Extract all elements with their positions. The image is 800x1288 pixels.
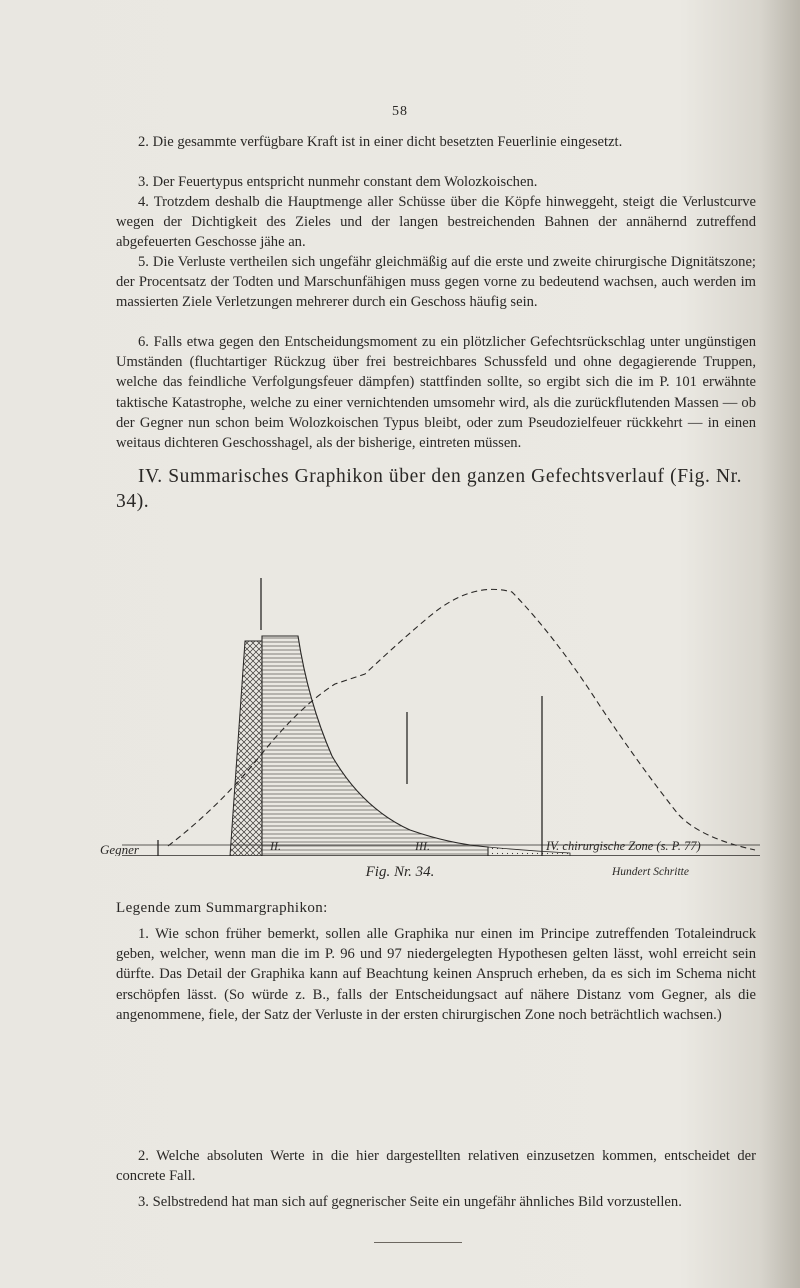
end-rule (374, 1242, 462, 1243)
legend-item-2: 2. Welche absoluten Werte in die hier dargestellten relativen einzusetzen kommen, entscheidet der concrete Fall. (116, 1148, 756, 1185)
x-unit: Hundert Schritte (612, 866, 689, 878)
figure-caption: Fig. Nr. 34. (365, 864, 435, 880)
zone-note: IV. chirurgische Zone (s. P. 77) (546, 839, 701, 853)
zone-label-ii: II. (270, 839, 281, 853)
legend-title: Legende zum Summargraphikon: (116, 900, 328, 916)
hatched-area (230, 641, 262, 856)
section-heading: IV. Summarisches Graphikon über den ganzen Gefechtsverlauf (Fig. Nr. 34). (116, 466, 743, 512)
page-number: 58 (392, 104, 408, 119)
paragraph-4: 4. Trotzdem deshalb die Hauptmenge aller Schüsse über die Köpfe hinweggeht, steigt die Verlustcurve wegen der Dichtigkeit des Zieles und der langen bestreichenden Bahnen der annähernd zutreffend abgefeuerten Geschosse jähe an. (116, 194, 756, 251)
figure-graphikon (100, 556, 790, 856)
gegner-label: Gegner (100, 842, 139, 856)
legend-item-1: 1. Wie schon früher bemerkt, sollen alle Graphika nur einen im Principe zutreffenden Totaleindruck geben, welcher, wenn man die im P. 96 und 97 niedergelegten Hypothesen gelten lässt, wohl erreicht sein dürfte. Das Detail der Graphika kann auf Beachtung keinen Anspruch erheben, da es sich im Schema nicht erschöpfen lässt. (So würde z. B., falls der Entscheidungsact auf nähere Distanz vom Gegner, als die angenommene, fiele, der Satz der Verluste in der ersten chirurgischen Zone noch beträchtlich wachsen.) (116, 926, 756, 1023)
paragraph-2: 2. Die gesammte verfügbare Kraft ist in einer dicht besetzten Feuerlinie eingesetzt. (138, 134, 623, 150)
zone-label-iii: III. (415, 839, 430, 853)
lined-area (262, 636, 488, 856)
legend-item-3: 3. Selbstredend hat man sich auf gegnerischer Seite ein ungefähr ähnliches Bild vorzustellen. (138, 1194, 682, 1210)
paragraph-3: 3. Der Feuertypus entspricht nunmehr constant dem Wolozkoischen. (138, 174, 538, 190)
paragraph-5: 5. Die Verluste vertheilen sich ungefähr gleichmäßig auf die erste und zweite chirurgische Dignitätszone; der Procentsatz der Todten und Marschunfähigen muss gegen vorne zu bedeutend wachsen, auch werden im massierten Ziele Verletzungen mehrerer durch ein Geschoss häufig sein. (116, 254, 756, 311)
paragraph-6: 6. Falls etwa gegen den Entscheidungsmoment zu ein plötzlicher Gefechtsrückschlag unter ungünstigen Umständen (fluchtartiger Rückzug über frei bestreichbares Schussfeld und ohne degagierende Truppen, welche das feindliche Verfolgungsfeuer dämpfen) stattfinden sollte, so ergibt sich die im P. 101 erwähnte taktische Katastrophe, welche zu einer vernichtenden umsomehr wird, als die zurückflutenden Massen — ob der Gegner nun schon beim Wolozkoischen Typus bleibt, oder zum Pseudozielfeuer rückkehrt — in einen weitaus dichteren Geschosshagel, als der bisherige, eintreten müssen. (116, 334, 756, 452)
graphikon-svg (100, 556, 790, 856)
